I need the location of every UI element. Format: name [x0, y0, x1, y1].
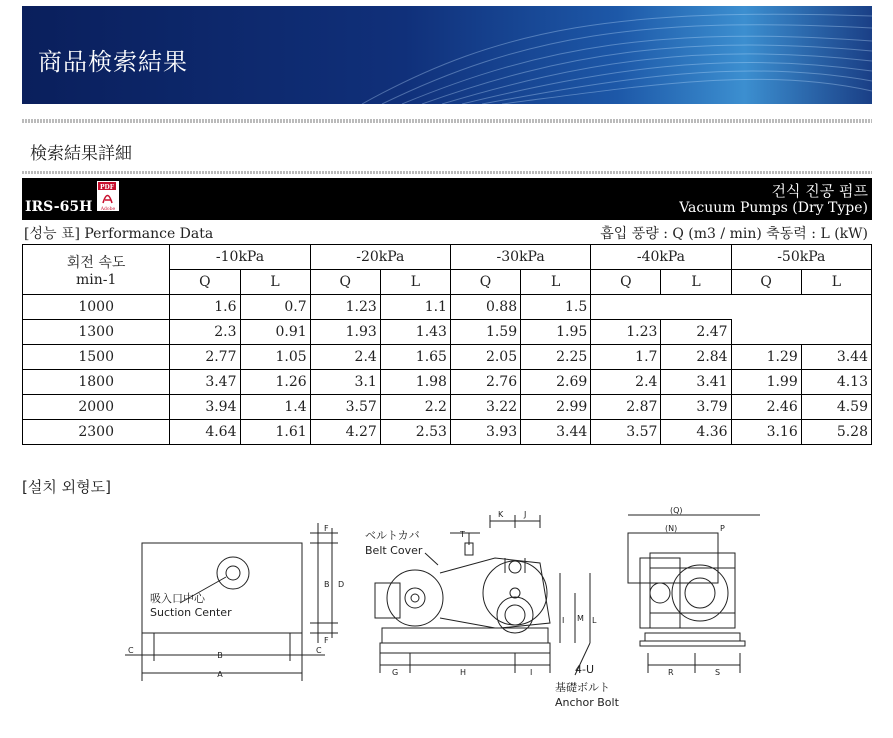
speed-header — [23, 245, 170, 295]
performance-label: [성능 표] Performance Data — [24, 226, 214, 242]
value-cell: 2.46 — [731, 395, 801, 420]
q-header: Q — [591, 270, 661, 295]
value-cell: 1.43 — [380, 320, 450, 345]
value-cell: 3.94 — [170, 395, 240, 420]
dim-m: M — [577, 614, 584, 623]
value-cell: 2.76 — [450, 370, 520, 395]
value-cell: 4.36 — [661, 420, 731, 445]
pressure-header: -20kPa — [310, 245, 450, 270]
value-cell: 2.69 — [521, 370, 591, 395]
dim-a: A — [217, 670, 223, 679]
value-cell: 2.4 — [310, 345, 380, 370]
value-cell: 1.26 — [240, 370, 310, 395]
value-cell: 2.4 — [591, 370, 661, 395]
dim-r: R — [668, 668, 674, 677]
anchor-bolt-ja: 基礎ボルト — [555, 681, 610, 694]
value-cell: 3.79 — [661, 395, 731, 420]
pressure-header: -40kPa — [591, 245, 731, 270]
speed-cell: 2300 — [23, 420, 170, 445]
speed-cell: 1800 — [23, 370, 170, 395]
suction-center-en: Suction Center — [150, 606, 232, 619]
value-cell: 1.23 — [310, 295, 380, 320]
empty-cell — [731, 320, 871, 345]
base-plan-outline — [142, 543, 302, 633]
value-cell: 0.7 — [240, 295, 310, 320]
value-cell: 1.95 — [521, 320, 591, 345]
q-header: Q — [731, 270, 801, 295]
value-cell: 5.28 — [801, 420, 871, 445]
table-row — [23, 295, 872, 320]
table-row — [23, 370, 872, 395]
pressure-header: -50kPa — [731, 245, 871, 270]
value-cell: 3.57 — [591, 420, 661, 445]
product-type-korean: 건식 진공 펌프 — [771, 182, 868, 200]
value-cell: 1.99 — [731, 370, 801, 395]
performance-units: 흡입 풍량 : Q (m3 / min) 축동력 : L (kW) — [600, 226, 868, 242]
table-row — [23, 320, 872, 345]
value-cell: 4.13 — [801, 370, 871, 395]
dim-g: G — [392, 668, 399, 677]
l-header: L — [801, 270, 871, 295]
value-cell: 2.87 — [591, 395, 661, 420]
value-cell: 4.27 — [310, 420, 380, 445]
dim-i: I — [562, 616, 565, 625]
value-cell: 3.57 — [310, 395, 380, 420]
product-type-english: Vacuum Pumps (Dry Type) — [679, 200, 868, 216]
value-cell: 2.47 — [661, 320, 731, 345]
value-cell: 2.25 — [521, 345, 591, 370]
suction-port-inner — [226, 566, 240, 580]
section-title: 検索結果詳細 — [30, 144, 132, 164]
value-cell: 1.23 — [591, 320, 661, 345]
pump-body — [483, 561, 547, 625]
value-cell: 3.47 — [170, 370, 240, 395]
dim-f: F — [324, 636, 329, 645]
base-frame — [380, 643, 550, 653]
value-cell: 1.65 — [380, 345, 450, 370]
value-cell: 4.59 — [801, 395, 871, 420]
value-cell: 1.4 — [240, 395, 310, 420]
installation-drawing — [120, 503, 760, 718]
value-cell: 1.6 — [170, 295, 240, 320]
l-header: L — [380, 270, 450, 295]
speed-cell: 1500 — [23, 345, 170, 370]
value-cell: 1.61 — [240, 420, 310, 445]
dim-n: (N) — [665, 524, 678, 533]
svg-text:Adobe: Adobe — [100, 207, 116, 211]
speed-cell: 2000 — [23, 395, 170, 420]
dim-b: B — [324, 580, 330, 589]
dim-c: C — [128, 646, 134, 655]
empty-cell — [591, 295, 872, 320]
dim-t: T — [460, 530, 465, 539]
speed-cell: 1000 — [23, 295, 170, 320]
pressure-header: -10kPa — [170, 245, 310, 270]
anchor-count: 4-U — [575, 663, 595, 676]
value-cell: 3.44 — [521, 420, 591, 445]
dim-s: S — [715, 668, 721, 677]
dim-c: C — [316, 646, 322, 655]
suction-center-ja: 吸入口中心 — [150, 592, 205, 605]
value-cell: 1.7 — [591, 345, 661, 370]
table-row — [23, 345, 872, 370]
value-cell: 1.1 — [380, 295, 450, 320]
divider — [22, 171, 872, 174]
dim-b: B — [217, 651, 223, 660]
value-cell: 3.44 — [801, 345, 871, 370]
q-header: Q — [310, 270, 380, 295]
l-header: L — [661, 270, 731, 295]
dim-i: I — [530, 668, 533, 677]
value-cell: 2.77 — [170, 345, 240, 370]
l-header: L — [240, 270, 310, 295]
value-cell: 2.2 — [380, 395, 450, 420]
speed-cell: 1300 — [23, 320, 170, 345]
table-row — [23, 420, 872, 445]
table-row — [23, 395, 872, 420]
value-cell: 1.59 — [450, 320, 520, 345]
installation-drawing-label: [설치 외형도] — [22, 478, 111, 496]
suction-port-outer — [217, 557, 249, 589]
header-banner — [22, 6, 872, 104]
value-cell: 3.1 — [310, 370, 380, 395]
value-cell: 1.5 — [521, 295, 591, 320]
value-cell: 3.41 — [661, 370, 731, 395]
value-cell: 2.53 — [380, 420, 450, 445]
dim-l: L — [592, 616, 597, 625]
value-cell: 3.22 — [450, 395, 520, 420]
q-header: Q — [170, 270, 240, 295]
anchor-bolt-en: Anchor Bolt — [555, 696, 619, 709]
dim-f: F — [324, 524, 329, 533]
pdf-download-icon[interactable] — [97, 181, 119, 211]
dim-d: D — [338, 580, 345, 589]
product-header — [22, 178, 872, 220]
value-cell: 0.88 — [450, 295, 520, 320]
value-cell: 3.93 — [450, 420, 520, 445]
belt-cover-en: Belt Cover — [365, 544, 423, 557]
value-cell: 2.3 — [170, 320, 240, 345]
performance-table — [22, 244, 872, 445]
page-title: 商品検索結果 — [38, 48, 188, 76]
belt-cover-ja: ベルトカバ — [365, 529, 420, 542]
table-header-row — [23, 245, 872, 270]
divider — [22, 119, 872, 123]
value-cell: 1.05 — [240, 345, 310, 370]
dim-k: K — [498, 510, 504, 519]
performance-caption — [22, 222, 872, 242]
value-cell: 1.93 — [310, 320, 380, 345]
speed-header-unit: min-1 — [75, 271, 117, 288]
dim-j: J — [524, 510, 527, 519]
value-cell: 1.98 — [380, 370, 450, 395]
value-cell: 2.99 — [521, 395, 591, 420]
dim-h: H — [460, 668, 467, 677]
value-cell: 2.84 — [661, 345, 731, 370]
value-cell: 3.16 — [731, 420, 801, 445]
q-header: Q — [450, 270, 520, 295]
pressure-header: -30kPa — [450, 245, 590, 270]
dim-q: (Q) — [670, 506, 683, 515]
speed-header-label: 회전 속도 — [66, 254, 126, 271]
l-header: L — [521, 270, 591, 295]
value-cell: 0.91 — [240, 320, 310, 345]
product-model: IRS-65H — [25, 199, 93, 215]
value-cell: 4.64 — [170, 420, 240, 445]
value-cell: 2.05 — [450, 345, 520, 370]
value-cell: 1.29 — [731, 345, 801, 370]
svg-text:PDF: PDF — [100, 184, 114, 191]
dim-p: P — [720, 524, 725, 533]
